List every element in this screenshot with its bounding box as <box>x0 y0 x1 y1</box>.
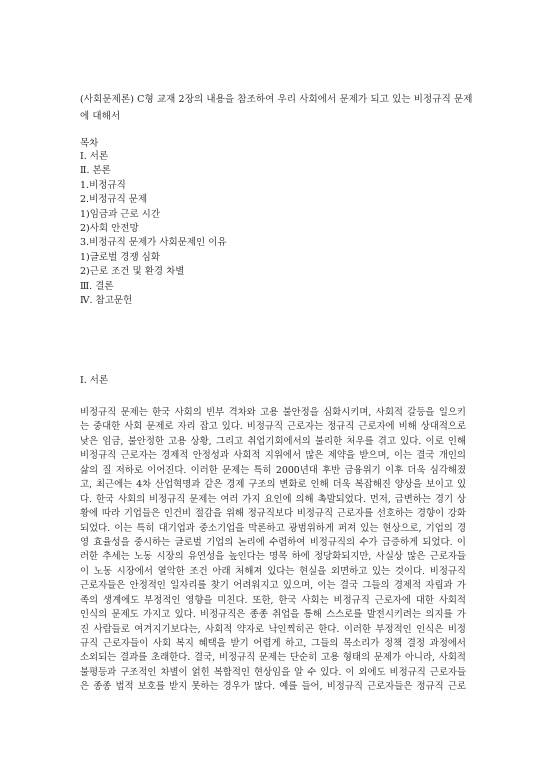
paragraph-line: 는 중대한 사회 문제로 자리 잡고 있다. 비정규직 근로자는 정규직 근로자에 비해 상대적으로 <box>80 421 466 433</box>
toc-item-irregular-work: 1.비정규직 <box>80 179 126 191</box>
table-of-contents <box>80 150 227 308</box>
paragraph-line: 은 종종 법적 보호를 받지 못하는 경우가 많다. 예를 들어, 비정규직 근로자들은 정규직 근로 <box>80 681 466 693</box>
paragraph-line: 낮은 임금, 불안정한 고용 상황, 그리고 취업기회에서의 불리한 처우를 겪고 있다. 이로 인해 <box>80 435 466 447</box>
toc-item-conclusion: Ⅲ. 결론 <box>80 280 114 292</box>
paragraph-line: 러한 추세는 노동 시장의 유연성을 높인다는 명목 하에 정당화되지만, 사실상 많은 근로자들 <box>80 551 466 563</box>
toc-item-wage-hours: 1)임금과 근로 시간 <box>80 208 161 220</box>
paragraph-line: 다. 한국 사회의 비정규직 문제는 여러 가지 요인에 의해 촉발되었다. 먼저, 급변하는 경기 상 <box>80 493 466 505</box>
paragraph-line: 비정규직 근로자는 경제적 안정성과 사회적 지위에서 많은 제약을 받으며, 이는 결국 개인의 <box>80 450 466 462</box>
paragraph-line: 비정규직 문제는 한국 사회의 빈부 격차와 고용 불안정을 심화시키며, 사회적 갈등을 일으키 <box>80 407 466 418</box>
paragraph-line: 족의 생계에도 부정적인 영향을 미친다. 또한, 한국 사회는 비정규직 근로자에 대한 사회적 <box>80 594 466 606</box>
paragraph-line: 인식의 문제도 가지고 있다. 비정규직은 종종 취업을 통해 스스로를 발전시키려는 의지를 가 <box>80 609 466 621</box>
toc-item-irregular-work-problem: 2.비정규직 문제 <box>80 194 148 206</box>
paragraph-line: 이 노동 시장에서 열악한 조건 아래 처해져 있다는 현실을 외면하고 있는 것이다. 비정규직 <box>80 565 466 577</box>
paragraph-line: 황에 따라 기업들은 인건비 절감을 위해 정규직보다 비정규직 근로자를 선호하는 경향이 강화 <box>80 508 466 520</box>
paragraph-line: 고, 최근에는 4차 산업혁명과 같은 경제 구조의 변화로 인해 더욱 복잡해진 양상을 보이고 있 <box>80 479 466 491</box>
toc-item-body: Ⅱ. 본론 <box>80 165 111 177</box>
toc-item-discrimination: 2)근로 조건 및 환경 차별 <box>80 266 185 278</box>
toc-item-references: Ⅳ. 참고문헌 <box>80 294 133 306</box>
toc-item-social-safety-net: 2)사회 안전망 <box>80 222 139 234</box>
toc-heading: 목차 <box>80 138 99 149</box>
paragraph-line: 되었다. 이는 특히 대기업과 중소기업을 막론하고 광범위하게 퍼져 있는 현상으로, 기업의 경 <box>80 522 466 534</box>
section-heading-intro: Ⅰ. 서론 <box>80 375 109 386</box>
paragraph-line: 진 사람들로 여겨지기보다는, 사회적 약자로 낙인찍히곤 한다. 이러한 부정적인 인식은 비정 <box>80 623 466 635</box>
paragraph-line: 소외되는 결과를 초래한다. 결국, 비정규직 문제는 단순히 고용 형태의 문제가 아니라, 사회적 <box>80 652 466 664</box>
toc-item-why-social-problem: 3.비정규직 문제가 사회문제인 이유 <box>80 237 227 249</box>
paragraph-line: 근로자들은 안정적인 일자리를 찾기 어려워지고 있으며, 이는 결국 그들의 경제적 자립과 가 <box>80 580 466 592</box>
paragraph-line: 규직 근로자들이 사회 복지 혜택을 받기 어렵게 하고, 그들의 목소리가 정책 결정 과정에서 <box>80 638 466 649</box>
body-paragraph <box>80 406 466 695</box>
paragraph-line: 불평등과 구조적인 차별이 얽힌 복합적인 현상임을 알 수 있다. 이 외에도 비정규직 근로자들 <box>80 666 466 678</box>
toc-item-intro: Ⅰ. 서론 <box>80 151 109 162</box>
toc-item-global-competition: 1)글로벌 경쟁 심화 <box>80 251 161 263</box>
document-title: (사회문제론) C형 교재 2장의 내용을 참조하여 우리 사회에서 문제가 되고 있는 비정규직 문제에 대해서 <box>80 94 473 122</box>
paragraph-line: 영 효율성을 중시하는 글로벌 기업의 논리에 수렴하여 비정규직의 수가 급증하게 되었다. 이 <box>80 536 466 548</box>
paragraph-line: 삶의 질 저하로 이어진다. 이러한 문제는 특히 2000년대 후반 금융위기 이후 더욱 심각해졌 <box>80 464 466 476</box>
